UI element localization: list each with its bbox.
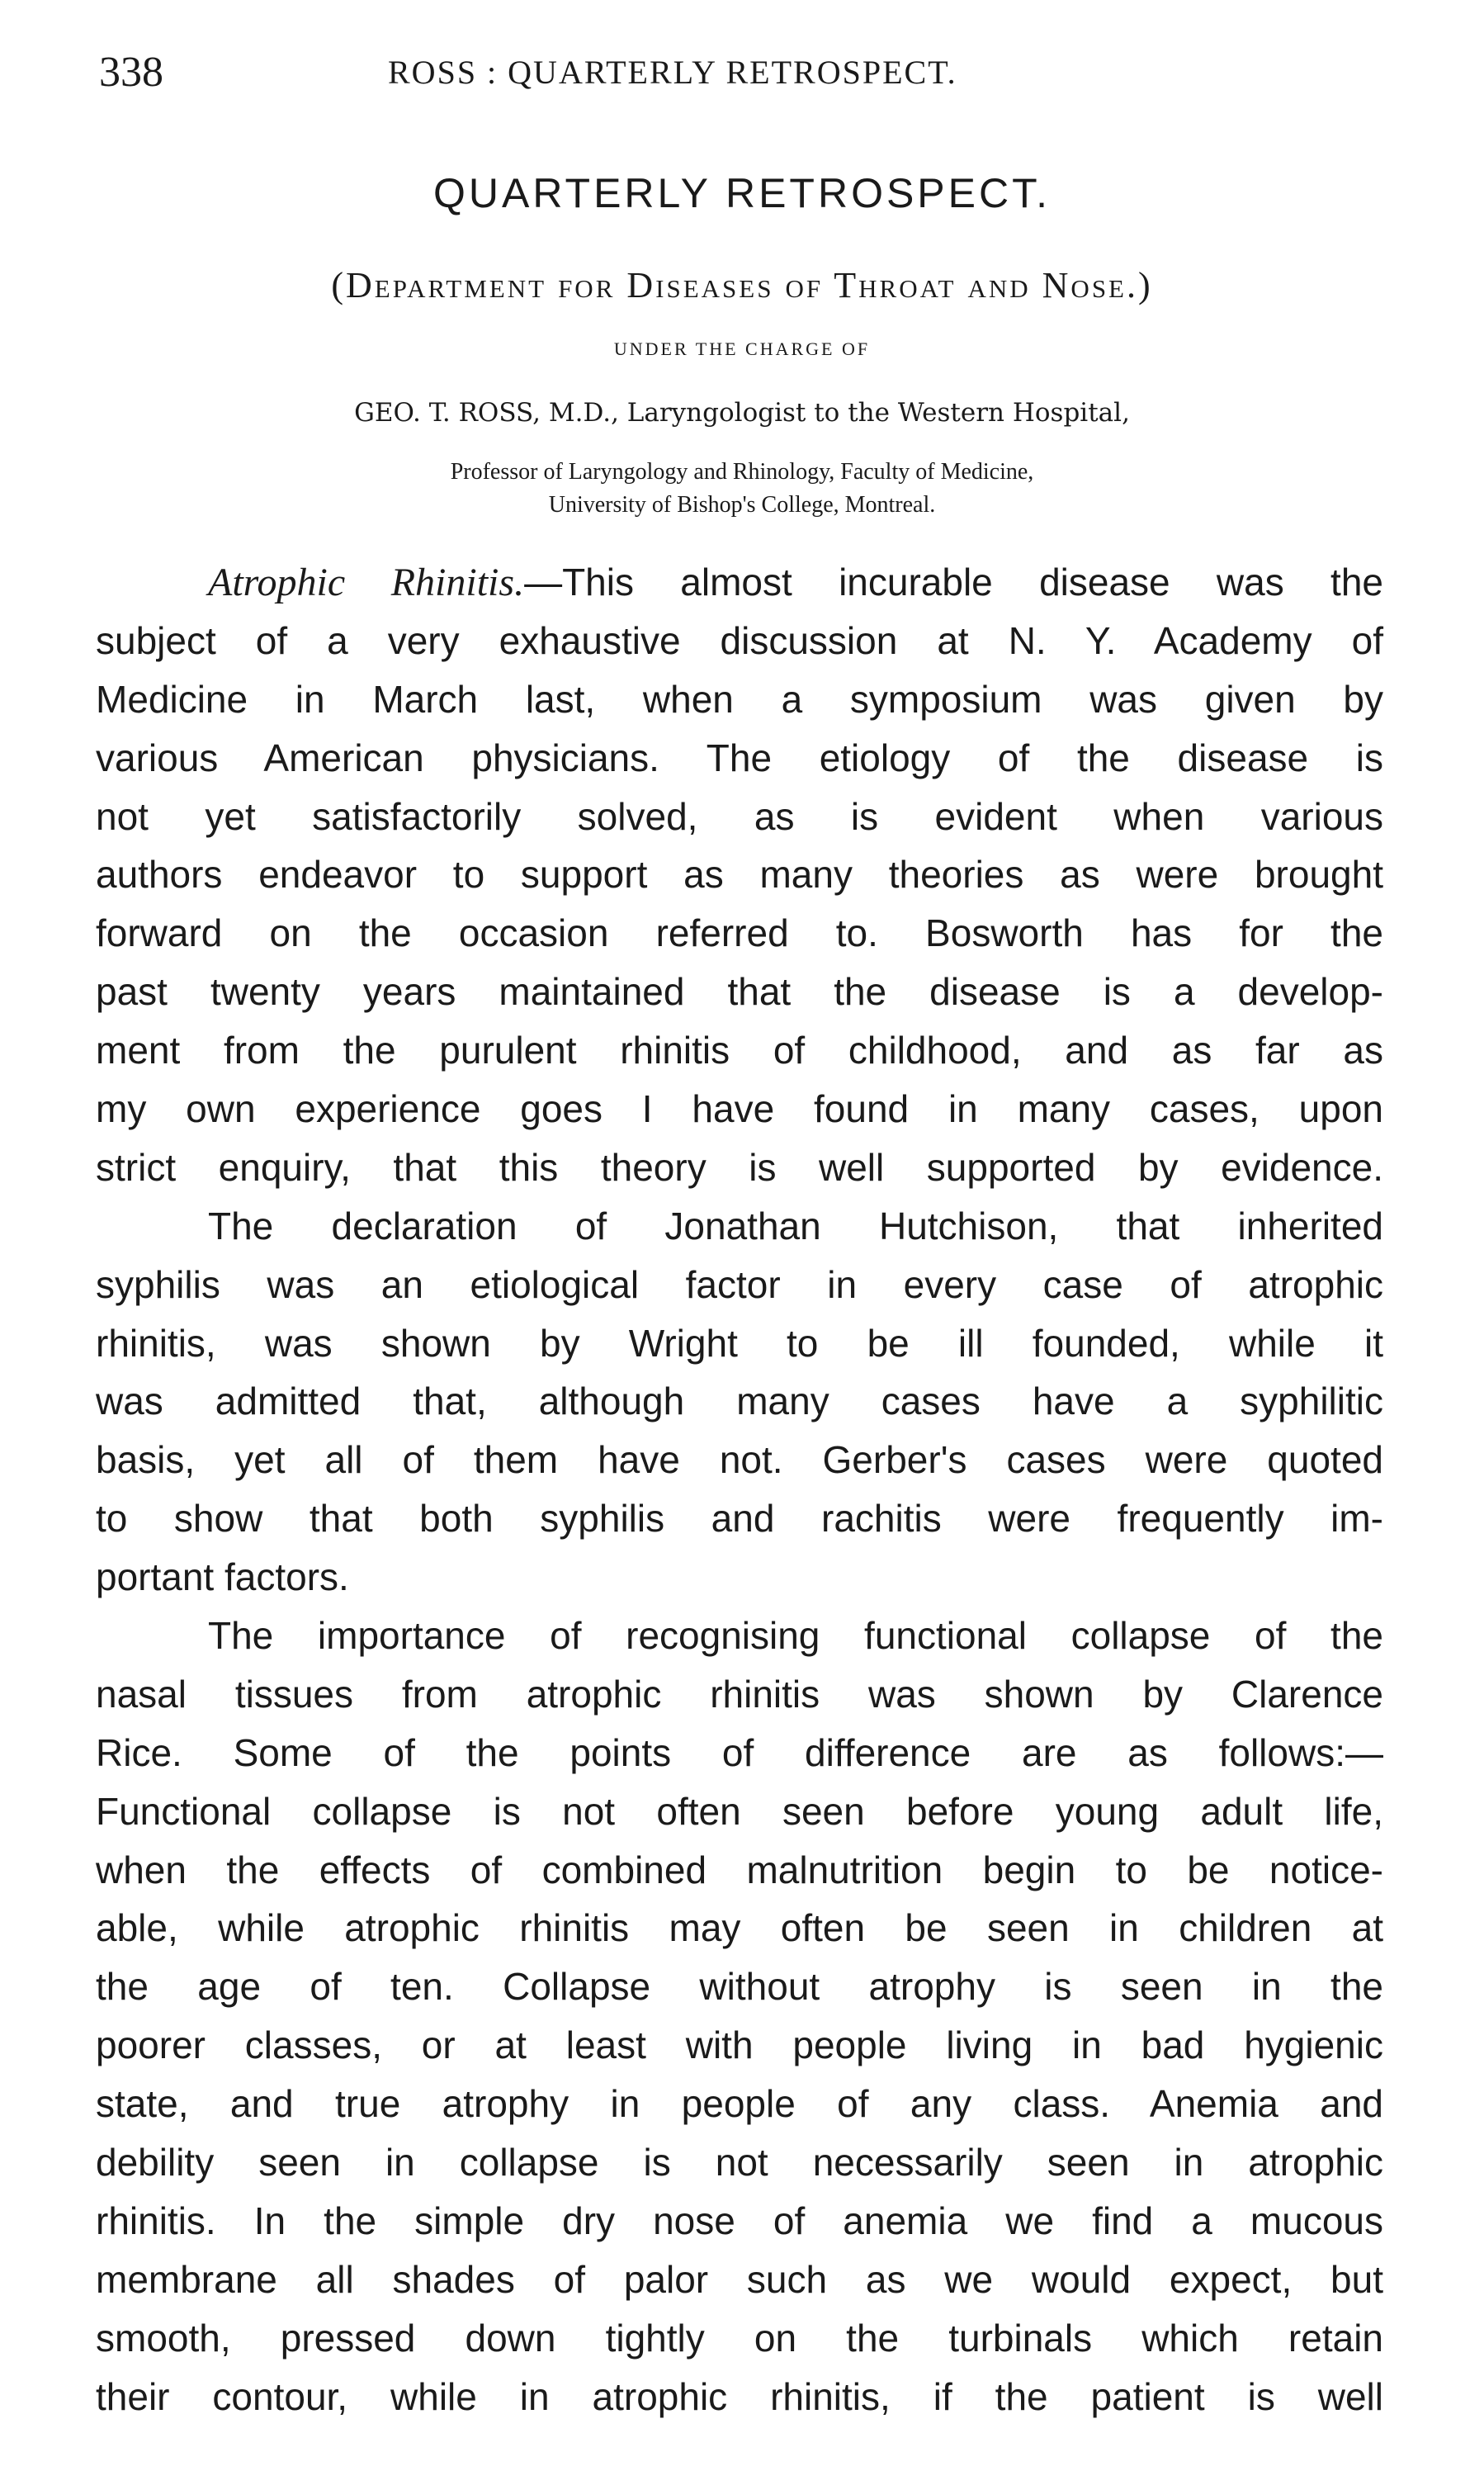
text-line: ment from the purulent rhinitis of childhood, and as far as — [96, 1029, 1383, 1072]
text-line: strict enquiry, that this theory is well supported by evidence. — [96, 1145, 1383, 1189]
text-line: smooth, pressed down tightly on the turbinals which retain — [96, 2316, 1383, 2360]
affiliation-line: University of Bishop's College, Montreal. — [548, 492, 936, 518]
text-line: their contour, while in atrophic rhinitis, if the patient is well — [96, 2374, 1383, 2418]
paragraph-first-line — [96, 553, 1383, 612]
article-title: QUARTERLY RETROSPECT. — [432, 170, 1052, 216]
text-line: able, while atrophic rhinitis may often be seen in children at — [96, 1906, 1383, 1950]
text-line: syphilis was an etiological factor in every case of atrophic — [96, 1262, 1383, 1306]
text-line: was admitted that, although many cases have a syphilitic — [96, 1380, 1383, 1423]
author-line: GEO. T. ROSS, M.D., Laryngologist to the Western Hospital, — [354, 398, 1130, 428]
text-line: the age of ten. Collapse without atrophy is seen in the — [96, 1965, 1383, 2009]
text-line: debility seen in collapse is not necessarily seen in atrophic — [96, 2141, 1383, 2184]
text-line: subject of a very exhaustive discussion at N. Y. Academy of — [96, 618, 1383, 662]
text-line: forward on the occasion referred to. Bosworth has for the — [96, 911, 1383, 955]
text-line: basis, yet all of them have not. Gerber's cases were quoted — [96, 1438, 1383, 1482]
text-line: nasal tissues from atrophic rhinitis was shown by Clarence — [96, 1672, 1383, 1716]
page-number: 338 — [99, 49, 163, 96]
text-line: portant factors. — [96, 1555, 349, 1599]
text-line: not yet satisfactorily solved, as is evident when various — [96, 794, 1383, 838]
section-heading-italic: Atrophic Rhinitis. — [208, 561, 525, 604]
text-line: past twenty years maintained that the disease is a develop- — [96, 970, 1383, 1014]
running-title: ROSS : QUARTERLY RETROSPECT. — [388, 54, 957, 91]
text-line: rhinitis, was shown by Wright to be ill founded, while it — [96, 1321, 1383, 1365]
charge-line: UNDER THE CHARGE OF — [613, 338, 871, 359]
text-line: authors endeavor to support as many theories as were brought — [96, 853, 1383, 897]
text-line: various American physicians. The etiology of the disease is — [96, 736, 1383, 779]
text-line: The declaration of Jonathan Hutchison, that inherited — [208, 1204, 1383, 1247]
text-line: my own experience goes I have found in many cases, upon — [96, 1087, 1383, 1131]
text-line: poorer classes, or at least with people living in bad hygienic — [96, 2024, 1383, 2067]
text-line: Rice. Some of the points of difference are as follows:— — [96, 1730, 1383, 1774]
author-affiliation — [0, 456, 1484, 522]
text-line: Medicine in March last, when a symposium was given by — [96, 677, 1383, 721]
text-line: rhinitis. In the simple dry nose of anemia we find a mucous — [96, 2199, 1383, 2242]
running-header — [83, 48, 1403, 106]
text-line: —This almost incurable disease was the — [524, 561, 1383, 604]
text-line: Functional collapse is not often seen before young adult life, — [96, 1789, 1383, 1833]
text-line: The importance of recognising functional collapse of the — [208, 1614, 1383, 1658]
text-line: when the effects of combined malnutrition begin to be notice- — [96, 1848, 1383, 1891]
article-body — [96, 553, 1383, 2426]
text-line: to show that both syphilis and rachitis were frequently im- — [96, 1497, 1383, 1541]
affiliation-line: Professor of Laryngology and Rhinology, Faculty of Medicine, — [450, 459, 1034, 485]
text-line: state, and true atrophy in people of any class. Anemia and — [96, 2082, 1383, 2126]
text-line: membrane all shades of palor such as we would expect, but — [96, 2257, 1383, 2301]
department-subtitle: (Department for Diseases of Throat and Nose.) — [331, 265, 1153, 305]
